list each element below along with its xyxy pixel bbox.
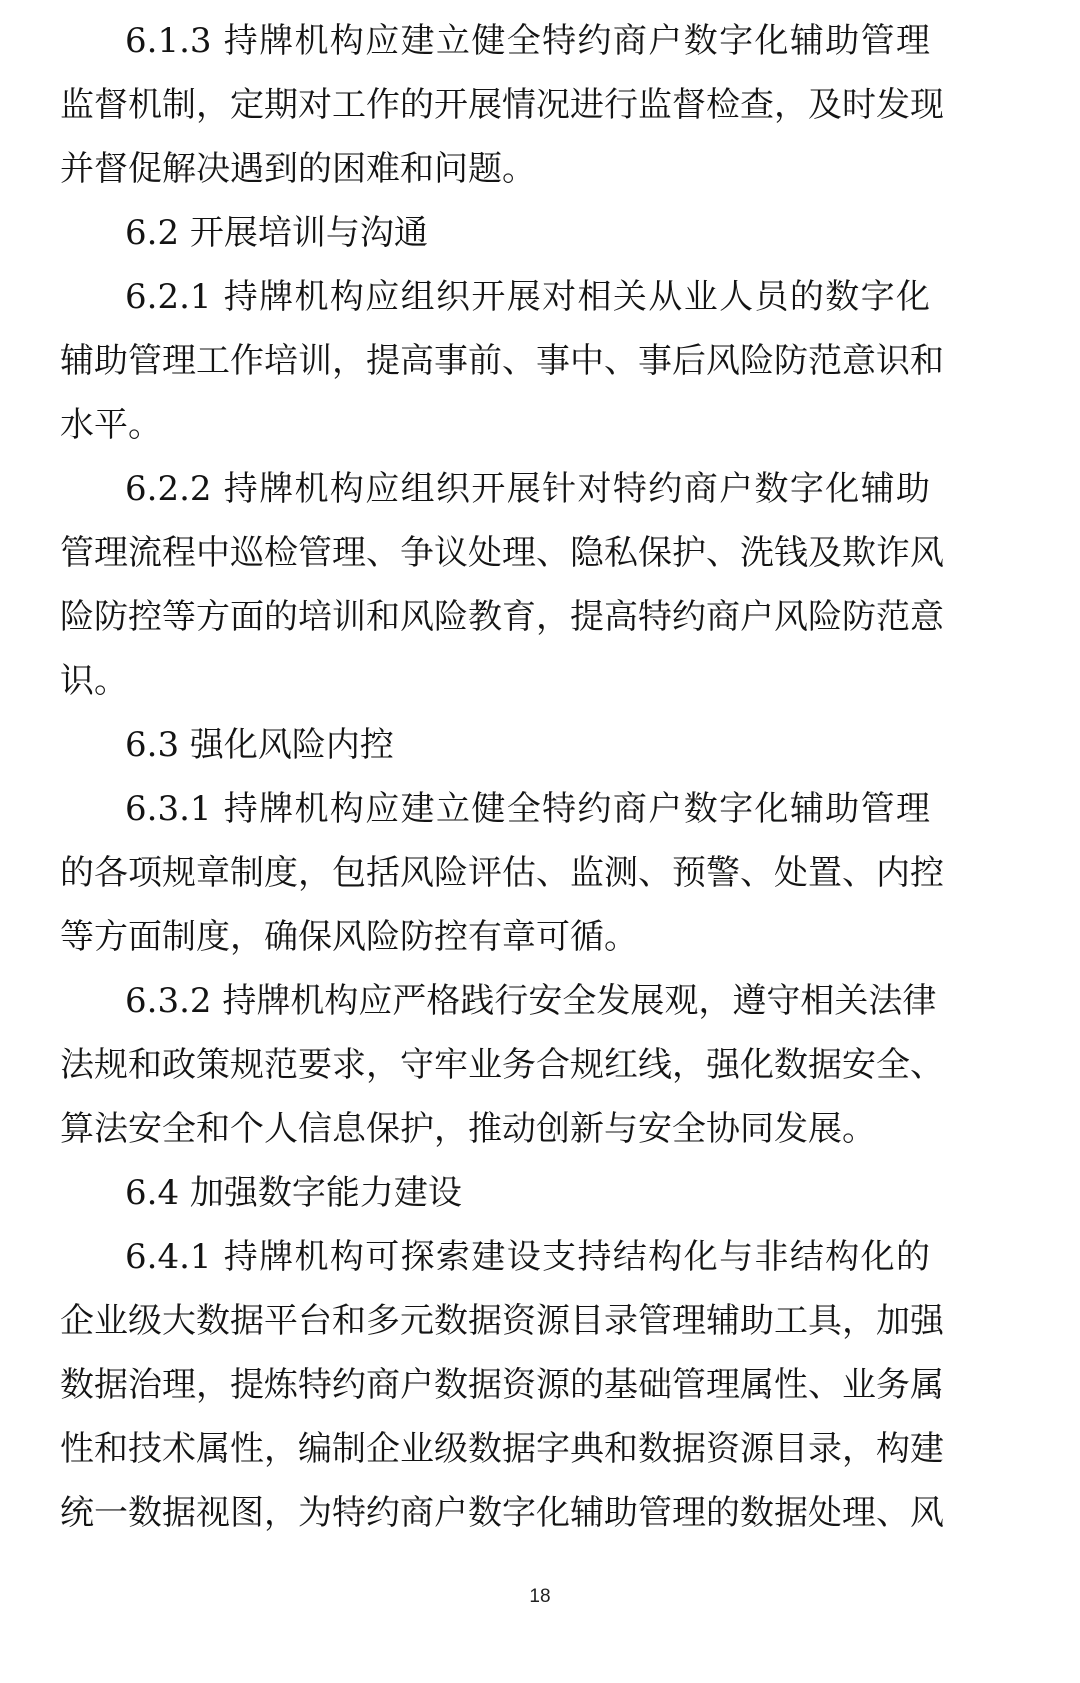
clause-6-2-1-line-2: 辅助管理工作培训，提高事前、事中、事后风险防范意识和 — [60, 341, 944, 381]
clause-6-2-2-line-1: 6.2.2 持牌机构应组织开展针对特约商户数字化辅助 — [125, 469, 930, 509]
document-body — [60, 9, 944, 1545]
clause-6-2-1-line-3: 水平。 — [60, 405, 162, 445]
clause-6-2-1-line-1: 6.2.1 持牌机构应组织开展对相关从业人员的数字化 — [125, 277, 930, 317]
page-number: 18 — [529, 1586, 551, 1607]
clause-6-3-2-line-1: 6.3.2 持牌机构应严格践行安全发展观，遵守相关法律 — [125, 981, 937, 1021]
section-6-3-heading: 6.3 强化风险内控 — [125, 725, 394, 765]
clause-6-4-1-line-4: 性和技术属性，编制企业级数据字典和数据资源目录，构建 — [60, 1429, 944, 1469]
clause-6-4-1-line-2: 企业级大数据平台和多元数据资源目录管理辅助工具，加强 — [60, 1301, 944, 1341]
clause-6-2-2-line-3: 险防控等方面的培训和风险教育，提高特约商户风险防范意 — [60, 597, 944, 637]
section-6-4-heading: 6.4 加强数字能力建设 — [125, 1173, 462, 1213]
clause-6-2-2-line-2: 管理流程中巡检管理、争议处理、隐私保护、洗钱及欺诈风 — [60, 533, 944, 573]
clause-6-1-3-line-3: 并督促解决遇到的困难和问题。 — [60, 149, 536, 189]
section-6-2-heading: 6.2 开展培训与沟通 — [125, 213, 428, 253]
clause-6-1-3-line-1: 6.1.3 持牌机构应建立健全特约商户数字化辅助管理 — [125, 21, 930, 61]
clause-6-3-1-line-3: 等方面制度，确保风险防控有章可循。 — [60, 917, 638, 957]
clause-6-2-2-line-4: 识。 — [60, 661, 128, 701]
clause-6-3-2-line-3: 算法安全和个人信息保护，推动创新与安全协同发展。 — [60, 1109, 876, 1149]
clause-6-3-1-line-2: 的各项规章制度，包括风险评估、监测、预警、处置、内控 — [60, 853, 944, 893]
clause-6-4-1-line-1: 6.4.1 持牌机构可探索建设支持结构化与非结构化的 — [125, 1237, 930, 1277]
clause-6-4-1-line-3: 数据治理，提炼特约商户数据资源的基础管理属性、业务属 — [60, 1365, 944, 1405]
clause-6-4-1-line-5: 统一数据视图，为特约商户数字化辅助管理的数据处理、风 — [60, 1493, 944, 1533]
clause-6-1-3-line-2: 监督机制，定期对工作的开展情况进行监督检查，及时发现 — [60, 85, 944, 125]
clause-6-3-2-line-2: 法规和政策规范要求，守牢业务合规红线，强化数据安全、 — [60, 1045, 944, 1085]
clause-6-3-1-line-1: 6.3.1 持牌机构应建立健全特约商户数字化辅助管理 — [125, 789, 930, 829]
